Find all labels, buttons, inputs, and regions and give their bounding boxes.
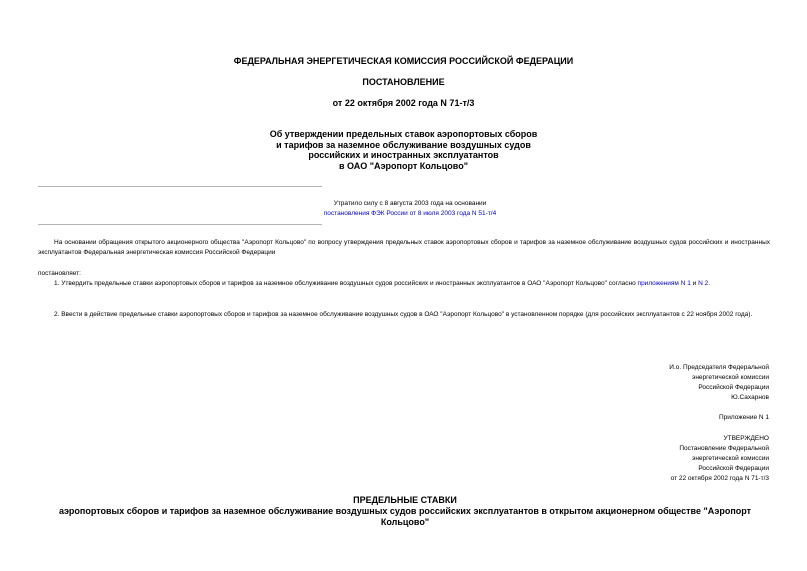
approved-stamp: УТВЕРЖДЕНО: [723, 435, 769, 442]
appendix-label: Приложение N 1: [718, 414, 769, 421]
status-note: [215, 199, 605, 219]
signatory-name: Ю.Сахарнов: [731, 394, 769, 401]
signature-position-line-3: Российской Федерации: [698, 384, 769, 391]
item-1-conjunction: и: [690, 280, 699, 287]
item-1-end: .: [708, 280, 711, 287]
repeal-decree-link[interactable]: постановления ФЭК России от 8 июля 2003 года N 51-т/4: [323, 210, 497, 217]
document-date-number: от 22 октября 2002 года N 71-т/3: [332, 98, 475, 108]
approval-line-1: Постановление Федеральной: [679, 445, 769, 452]
title-line-2: и тарифов за наземное обслуживание воздушных судов: [276, 139, 531, 150]
decree-word: постановляет:: [38, 270, 81, 277]
rates-subtitle: аэропортовых сборов и тарифов за наземное обслуживание воздушных судов российских эксплуатантов в открытом акционерном обществе "Аэропорт Кольцово": [58, 506, 752, 527]
approval-line-3: Российской Федерации: [698, 465, 769, 472]
title-line-4: в ОАО "Аэропорт Кольцово": [339, 160, 468, 171]
item-1-text: 1. Утвердить предельные ставки аэропортовых сборов и тарифов за наземное обслуживание воздушных судов российских и иностранных эксплуатантов в ОАО "Аэропорт Кольцово" согласно: [54, 280, 638, 287]
title-line-3: российских и иностранных эксплуатантов: [308, 150, 499, 160]
approval-line-4: от 22 октября 2002 года N 71-т/3: [670, 475, 769, 482]
document-type: ПОСТАНОВЛЕНИЕ: [362, 77, 445, 87]
title-line-1: Об утверждении предельных ставок аэропортовых сборов: [269, 129, 538, 139]
item-1-paragraph: [38, 279, 770, 289]
document-title: [0, 129, 807, 171]
rates-title: ПРЕДЕЛЬНЫЕ СТАВКИ: [353, 495, 457, 505]
appendix-1-link[interactable]: приложениям N 1: [637, 280, 691, 287]
approval-line-2: энергетической комиссии: [692, 455, 769, 462]
signature-position-line-1: И.о. Председателя Федеральной: [669, 364, 769, 371]
item-2-paragraph: 2. Ввести в действие предельные ставки аэропортовых сборов и тарифов за наземное обслуживание воздушных судов в ОАО "Аэропорт Кольцово" в установленном порядке (для российских эксплуатантов с 22 ноября 2002 года).: [54, 311, 753, 318]
preamble-paragraph: На основании обращения открытого акционерного общества "Аэропорт Кольцово" по вопросу утверждения предельных ставок аэропортовых сборов и тарифов за наземное обслуживание воздушных судов российских и иностранных эксплуатантов Федеральная энергетическая комиссия Российской Федерации: [38, 239, 770, 256]
signature-block: [520, 363, 769, 403]
top-divider: [38, 186, 322, 187]
appendix-2-link[interactable]: N 2: [698, 280, 709, 287]
signature-position-line-2: энергетической комиссии: [692, 374, 769, 381]
approval-block: [520, 434, 769, 484]
bottom-divider: [38, 224, 322, 225]
status-note-text: Утратило силу с 8 августа 2003 года на основании: [333, 200, 487, 207]
commission-name: ФЕДЕРАЛЬНАЯ ЭНЕРГЕТИЧЕСКАЯ КОМИССИЯ РОССИЙСКОЙ ФЕДЕРАЦИИ: [233, 56, 574, 66]
